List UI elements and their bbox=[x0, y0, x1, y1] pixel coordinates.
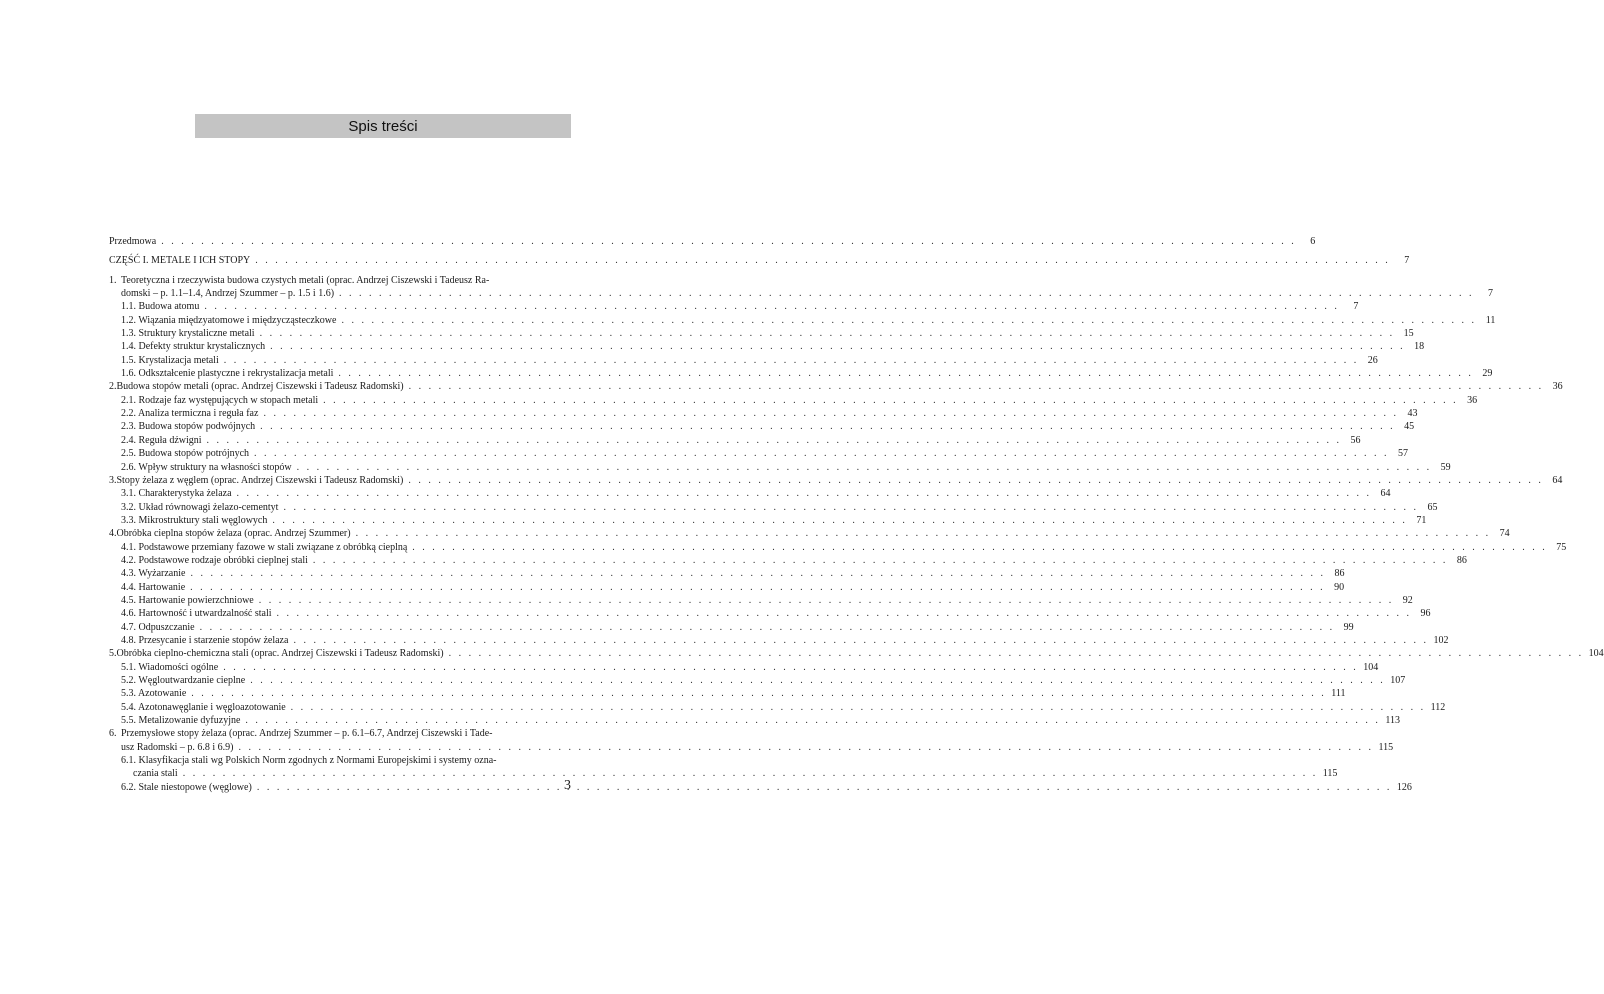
toc-entry[interactable] bbox=[109, 514, 1427, 527]
toc-entry-page: 7 bbox=[1404, 255, 1410, 267]
toc-entry-label: 3.1. Charakterystyka żelaza bbox=[121, 488, 232, 500]
toc-entry-page: 65 bbox=[1427, 501, 1438, 513]
dot-leader bbox=[239, 741, 1374, 754]
toc-entry[interactable] bbox=[109, 687, 1346, 700]
toc-entry-page: 96 bbox=[1420, 608, 1431, 620]
toc-entry-page: 104 bbox=[1363, 661, 1379, 673]
toc-entry-preface[interactable] bbox=[109, 235, 1316, 248]
toc-entry-page: 113 bbox=[1385, 715, 1401, 727]
toc-entry[interactable] bbox=[109, 314, 1496, 327]
dot-leader bbox=[409, 380, 1544, 393]
page-title: Spis treści bbox=[348, 117, 418, 135]
toc-chapter-3[interactable] bbox=[109, 474, 1563, 487]
toc-chapter-5[interactable] bbox=[109, 647, 1604, 660]
toc-entry[interactable] bbox=[109, 701, 1446, 714]
toc-entry-part1[interactable] bbox=[109, 254, 1410, 267]
dot-leader bbox=[260, 327, 1395, 340]
toc-entry-label: 1.3. Struktury krystaliczne metali bbox=[121, 328, 255, 340]
toc-chapter-1-line1[interactable] bbox=[109, 274, 571, 287]
toc-entry-page: 36 bbox=[1467, 394, 1478, 406]
toc-entry-label: domski – p. 1.1–1.4, Andrzej Szummer – p. 1.5 i 1.6) bbox=[121, 288, 335, 300]
toc-entry-page: 99 bbox=[1343, 621, 1354, 633]
toc-entry[interactable] bbox=[109, 367, 1493, 380]
toc-entry-label: 4.6. Hartowność i utwardzalność stali bbox=[121, 608, 272, 620]
toc-entry-page: 18 bbox=[1414, 341, 1425, 353]
toc-entry-label: 4.1. Podstawowe przemiany fazowe w stali związane z obróbką cieplną bbox=[121, 541, 408, 553]
page-number: 3 bbox=[564, 778, 571, 793]
dot-leader bbox=[291, 701, 1426, 714]
dot-leader bbox=[223, 661, 1358, 674]
toc-entry-page: 107 bbox=[1390, 675, 1406, 686]
toc-entry-label: usz Radomski – p. 6.8 i 6.9) bbox=[121, 741, 234, 753]
toc-entry-label: 4.8. Przesycanie i starzenie stopów żelaza bbox=[121, 634, 289, 646]
dot-leader bbox=[254, 447, 1389, 460]
chapter-number: 6. bbox=[109, 728, 117, 740]
toc-entry-label: 1.5. Krystalizacja metali bbox=[121, 354, 219, 366]
toc-entry-page: 115 bbox=[1378, 741, 1394, 753]
dot-leader bbox=[313, 554, 1448, 567]
toc-entry[interactable] bbox=[109, 554, 1467, 567]
toc-entry-label: 4.7. Odpuszczanie bbox=[121, 621, 195, 633]
dot-leader bbox=[341, 314, 1476, 327]
dot-leader bbox=[245, 714, 1380, 727]
chapter-number: 4. bbox=[109, 528, 117, 540]
toc-entry[interactable] bbox=[109, 567, 1345, 580]
dot-leader bbox=[255, 254, 1390, 267]
toc-entry[interactable] bbox=[109, 674, 1406, 687]
toc-entry-label: 4.5. Hartowanie powierzchniowe bbox=[121, 594, 254, 606]
dot-leader bbox=[250, 674, 1385, 687]
dot-leader bbox=[339, 287, 1474, 300]
toc-entry[interactable] bbox=[109, 447, 1409, 460]
toc-entry[interactable] bbox=[109, 634, 1449, 647]
toc-entry[interactable] bbox=[109, 661, 1379, 674]
dot-leader bbox=[338, 367, 1473, 380]
dot-leader bbox=[260, 420, 1395, 433]
toc-entry-label: 5.1. Wiadomości ogólne bbox=[121, 661, 219, 673]
toc-entry-page: 7 bbox=[1353, 301, 1359, 313]
toc-entry-page: 86 bbox=[1334, 568, 1345, 580]
dot-leader bbox=[191, 687, 1326, 700]
dot-leader bbox=[207, 434, 1342, 447]
toc-entry[interactable] bbox=[109, 487, 1391, 500]
table-of-contents bbox=[109, 235, 1604, 794]
toc-entry[interactable] bbox=[109, 340, 1425, 353]
toc-entry[interactable] bbox=[109, 300, 1359, 313]
toc-entry[interactable] bbox=[109, 607, 1431, 620]
dot-leader bbox=[224, 354, 1359, 367]
dot-leader bbox=[356, 527, 1491, 540]
toc-entry-label: 1.4. Defekty struktur krystalicznych bbox=[121, 341, 266, 353]
toc-entry-label: 2.3. Budowa stopów podwójnych bbox=[121, 421, 256, 433]
toc-entry-label: Stopy żelaza z węglem (oprac. Andrzej Ciszewski i Tadeusz Radomski) bbox=[116, 474, 404, 486]
dot-leader bbox=[190, 567, 1325, 580]
toc-entry-page: 15 bbox=[1403, 328, 1414, 340]
toc-entry-page: 71 bbox=[1416, 514, 1427, 526]
toc-entry-page: 90 bbox=[1334, 581, 1345, 593]
toc-entry-label: 5.4. Azotonawęglanie i węgloazotowanie bbox=[121, 701, 286, 713]
toc-entry-label: 3.3. Mikrostruktury stali węglowych bbox=[121, 514, 268, 526]
toc-entry-label: 6.2. Stale niestopowe (węglowe) bbox=[121, 781, 252, 793]
toc-entry-page: 126 bbox=[1396, 781, 1412, 793]
toc-entry-page: 36 bbox=[1552, 381, 1563, 393]
toc-entry-label: 1.6. Odkształcenie plastyczne i rekrystalizacja metali bbox=[121, 368, 334, 380]
toc-entry-label: Przedmowa bbox=[109, 236, 157, 247]
toc-entry-label: Obróbka cieplna stopów żelaza (oprac. Andrzej Szummer) bbox=[116, 528, 351, 540]
dot-leader bbox=[270, 340, 1405, 353]
dot-leader bbox=[183, 767, 1318, 780]
toc-entry[interactable] bbox=[109, 354, 1378, 367]
toc-chapter-6-line2[interactable] bbox=[109, 741, 1394, 754]
toc-entry-label: 2.2. Analiza termiczna i reguła faz bbox=[121, 408, 259, 420]
toc-entry[interactable] bbox=[109, 581, 1345, 594]
dot-leader bbox=[323, 394, 1458, 407]
dot-leader bbox=[263, 407, 1398, 420]
dot-leader bbox=[449, 647, 1584, 660]
toc-entry-page: 115 bbox=[1322, 768, 1338, 780]
toc-entry[interactable] bbox=[109, 714, 1401, 727]
toc-entry-page: 111 bbox=[1331, 688, 1346, 700]
toc-entry-page: 29 bbox=[1482, 368, 1493, 380]
toc-entry-page: 6 bbox=[1310, 236, 1316, 247]
dot-leader bbox=[200, 621, 1335, 634]
dot-leader bbox=[293, 634, 1428, 647]
toc-entry-page: 64 bbox=[1380, 488, 1391, 500]
toc-entry-page: 57 bbox=[1398, 448, 1409, 460]
toc-entry-page: 102 bbox=[1433, 634, 1449, 646]
toc-entry-page: 86 bbox=[1456, 554, 1467, 566]
toc-entry-label: 1.2. Wiązania międzyatomowe i międzycząsteczkowe bbox=[121, 314, 337, 326]
toc-entry-label: 3.2. Układ równowagi żelazo-cementyt bbox=[121, 501, 279, 513]
toc-entry-page: 7 bbox=[1488, 288, 1494, 300]
toc-entry-label: Budowa stopów metali (oprac. Andrzej Ciszewski i Tadeusz Radomski) bbox=[116, 381, 404, 393]
toc-entry[interactable] bbox=[109, 420, 1415, 433]
toc-chapter-2[interactable] bbox=[109, 380, 1563, 393]
toc-entry-page: 26 bbox=[1367, 354, 1378, 366]
toc-entry-label: 6.1. Klasyfikacja stali wg Polskich Norm zgodnych z Normami Europejskimi i systemy ozna- bbox=[121, 755, 497, 767]
dot-leader bbox=[161, 235, 1296, 248]
toc-chapter-1-line2[interactable] bbox=[109, 287, 1494, 300]
toc-entry-page: 92 bbox=[1402, 594, 1413, 606]
chapter-number: 1. bbox=[109, 274, 117, 286]
toc-entry-label: Teoretyczna i rzeczywista budowa czystych metali (oprac. Andrzej Ciszewski i Tadeusz Ra- bbox=[121, 274, 490, 286]
toc-entry-label: 2.5. Budowa stopów potrójnych bbox=[121, 448, 250, 460]
chapter-number: 3. bbox=[109, 474, 117, 486]
toc-entry-page: 45 bbox=[1404, 421, 1415, 433]
dot-leader bbox=[283, 501, 1418, 514]
toc-entry-label: 2.4. Reguła dźwigni bbox=[121, 434, 202, 446]
dot-leader bbox=[204, 300, 1339, 313]
toc-entry-page: 64 bbox=[1552, 474, 1563, 486]
toc-entry-label: 2.6. Wpływ struktury na własności stopów bbox=[121, 461, 292, 473]
toc-entry-page: 56 bbox=[1350, 434, 1361, 446]
toc-entry[interactable] bbox=[109, 541, 1567, 554]
toc-entry-label: 5.2. Węgloutwardzanie cieplne bbox=[121, 675, 246, 686]
toc-entry-page: 74 bbox=[1499, 528, 1510, 540]
toc-entry[interactable] bbox=[109, 461, 1451, 474]
dot-leader bbox=[237, 487, 1372, 500]
toc-entry[interactable] bbox=[109, 621, 1354, 634]
toc-entry-page: 59 bbox=[1440, 461, 1451, 473]
toc-chapter-4[interactable] bbox=[109, 527, 1510, 540]
toc-entry-label: 2.1. Rodzaje faz występujących w stopach metali bbox=[121, 394, 319, 406]
toc-entry-label: 5.5. Metalizowanie dyfuzyjne bbox=[121, 715, 241, 727]
toc-entry-6-1-line2[interactable] bbox=[109, 767, 1338, 780]
toc-entry[interactable] bbox=[109, 594, 1413, 607]
toc-entry-label: Przemysłowe stopy żelaza (oprac. Andrzej Szummer – p. 6.1–6.7, Andrzej Ciszewski i Tade- bbox=[121, 728, 493, 740]
toc-entry-label: CZĘŚĆ I. METALE I ICH STOPY bbox=[109, 255, 251, 267]
toc-entry-label: 4.4. Hartowanie bbox=[121, 581, 186, 593]
toc-entry-label: czania stali bbox=[133, 768, 178, 780]
dot-leader bbox=[412, 541, 1547, 554]
toc-entry-page: 43 bbox=[1407, 408, 1418, 420]
dot-leader bbox=[277, 607, 1412, 620]
dot-leader bbox=[408, 474, 1543, 487]
toc-entry[interactable] bbox=[109, 434, 1361, 447]
toc-entry-label: 4.2. Podstawowe rodzaje obróbki cieplnej stali bbox=[121, 554, 308, 566]
toc-entry-page: 104 bbox=[1588, 648, 1604, 660]
toc-entry-page: 112 bbox=[1430, 701, 1446, 713]
toc-entry[interactable] bbox=[109, 407, 1418, 420]
toc-entry-6-1-line1[interactable] bbox=[109, 754, 571, 767]
toc-entry[interactable] bbox=[109, 781, 1412, 794]
dot-leader bbox=[190, 581, 1325, 594]
title-band bbox=[195, 114, 571, 138]
toc-entry-label: 4.3. Wyżarzanie bbox=[121, 568, 186, 580]
chapter-number: 5. bbox=[109, 648, 117, 660]
dot-leader bbox=[257, 781, 1392, 794]
toc-entry-page: 75 bbox=[1556, 541, 1567, 553]
dot-leader bbox=[259, 594, 1394, 607]
toc-entry-label: Obróbka cieplno-chemiczna stali (oprac. Andrzej Ciszewski i Tadeusz Radomski) bbox=[116, 648, 444, 660]
toc-entry-page: 11 bbox=[1485, 314, 1496, 326]
toc-entry[interactable] bbox=[109, 501, 1438, 514]
chapter-number: 2. bbox=[109, 381, 117, 393]
dot-leader bbox=[297, 461, 1432, 474]
toc-entry-label: 5.3. Azotowanie bbox=[121, 688, 187, 700]
toc-chapter-6-line1[interactable] bbox=[109, 727, 571, 740]
dot-leader bbox=[272, 514, 1407, 527]
toc-entry[interactable] bbox=[109, 394, 1478, 407]
toc-entry[interactable] bbox=[109, 327, 1414, 340]
toc-entry-label: 1.1. Budowa atomu bbox=[121, 301, 200, 313]
